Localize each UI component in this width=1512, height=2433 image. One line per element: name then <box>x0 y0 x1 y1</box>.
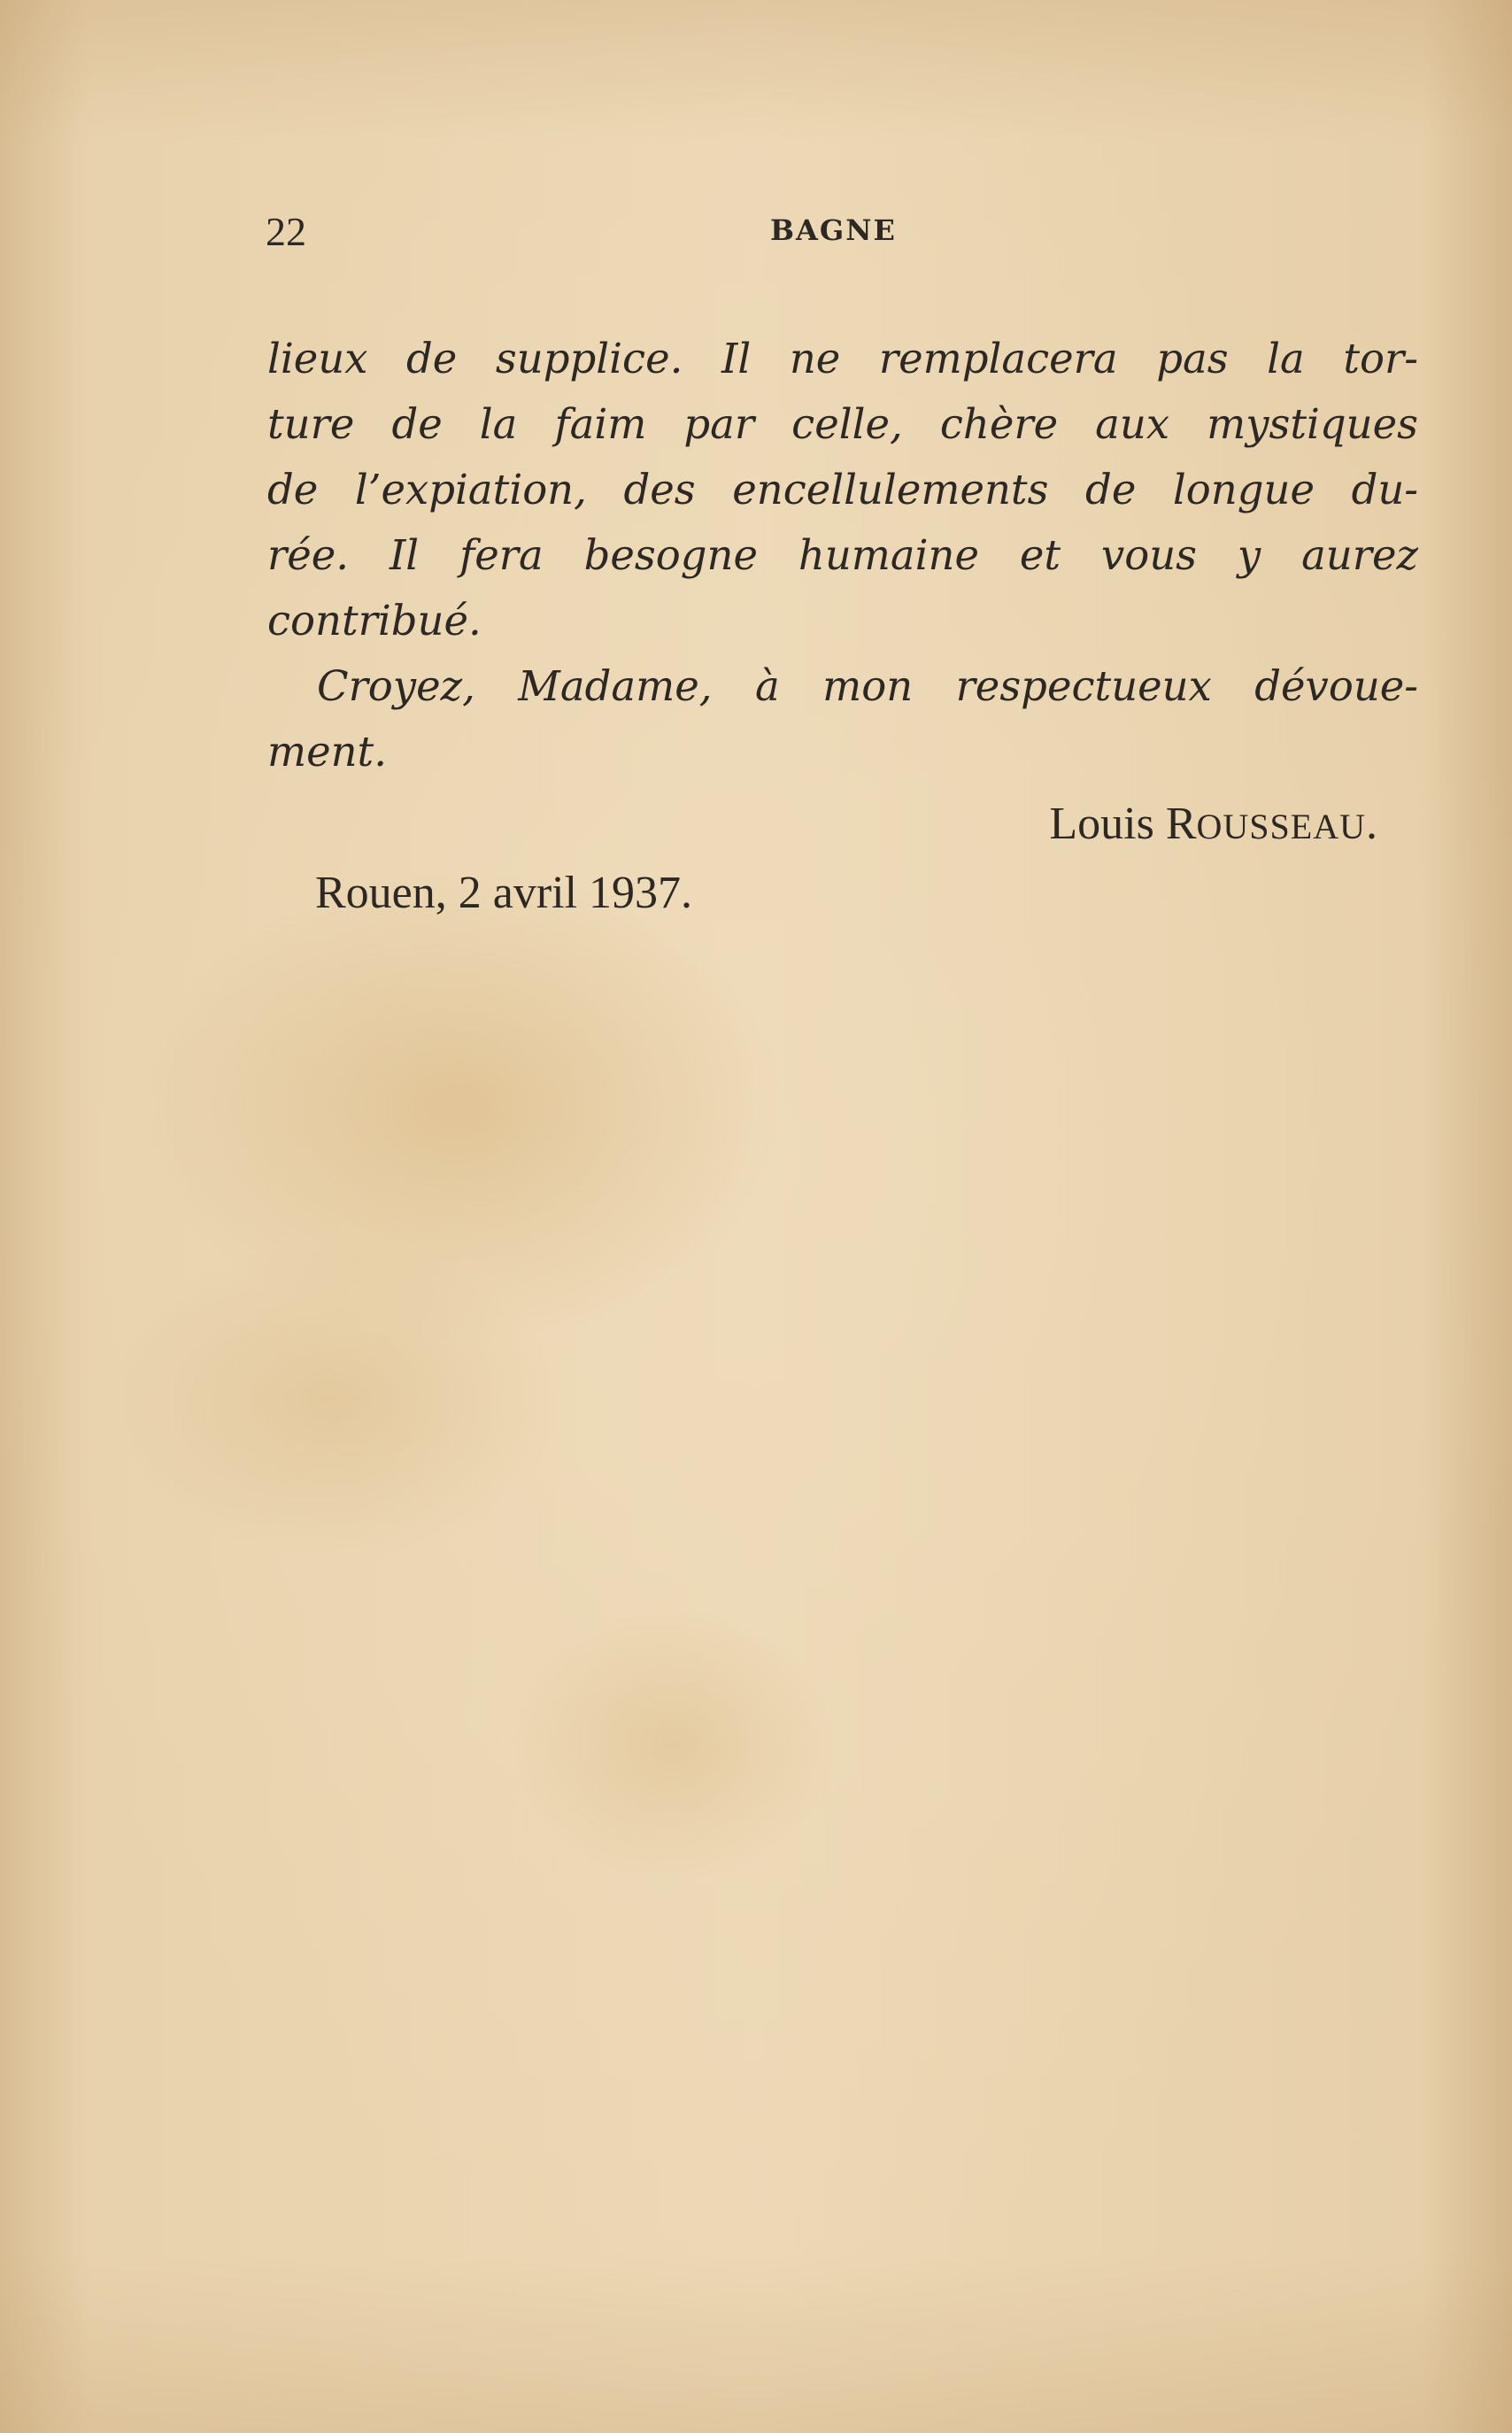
place-date: Rouen, 2 avril 1937. <box>315 868 693 918</box>
page-shading-bottom <box>0 2256 1512 2433</box>
page-number: 22 <box>266 209 306 254</box>
body-line: ture de la faim par celle, chère aux mystiques <box>267 400 1418 448</box>
closing-line: ment. <box>267 728 388 776</box>
signature-surname-initial: R <box>1165 799 1197 849</box>
signature-first-name: Louis <box>1049 799 1166 849</box>
closing-line: Croyez, Madame, à mon respectueux dévoue- <box>317 662 1418 710</box>
signature-period: . <box>1366 799 1377 849</box>
letter-body <box>267 326 1418 784</box>
body-line: de l’expiation, des encellulements de longue du- <box>267 466 1418 514</box>
body-line: contribué. <box>267 597 482 645</box>
page-shading-top <box>0 0 1512 142</box>
signature-surname-small-caps: OUSSEAU <box>1196 807 1366 846</box>
signature <box>1049 795 1377 856</box>
running-head-title: BAGNE <box>770 213 897 247</box>
body-line: lieux de supplice. Il ne remplacera pas la tor- <box>267 335 1418 382</box>
body-line: rée. Il fera besogne humaine et vous y aurez <box>267 531 1418 579</box>
running-head <box>266 205 1381 259</box>
